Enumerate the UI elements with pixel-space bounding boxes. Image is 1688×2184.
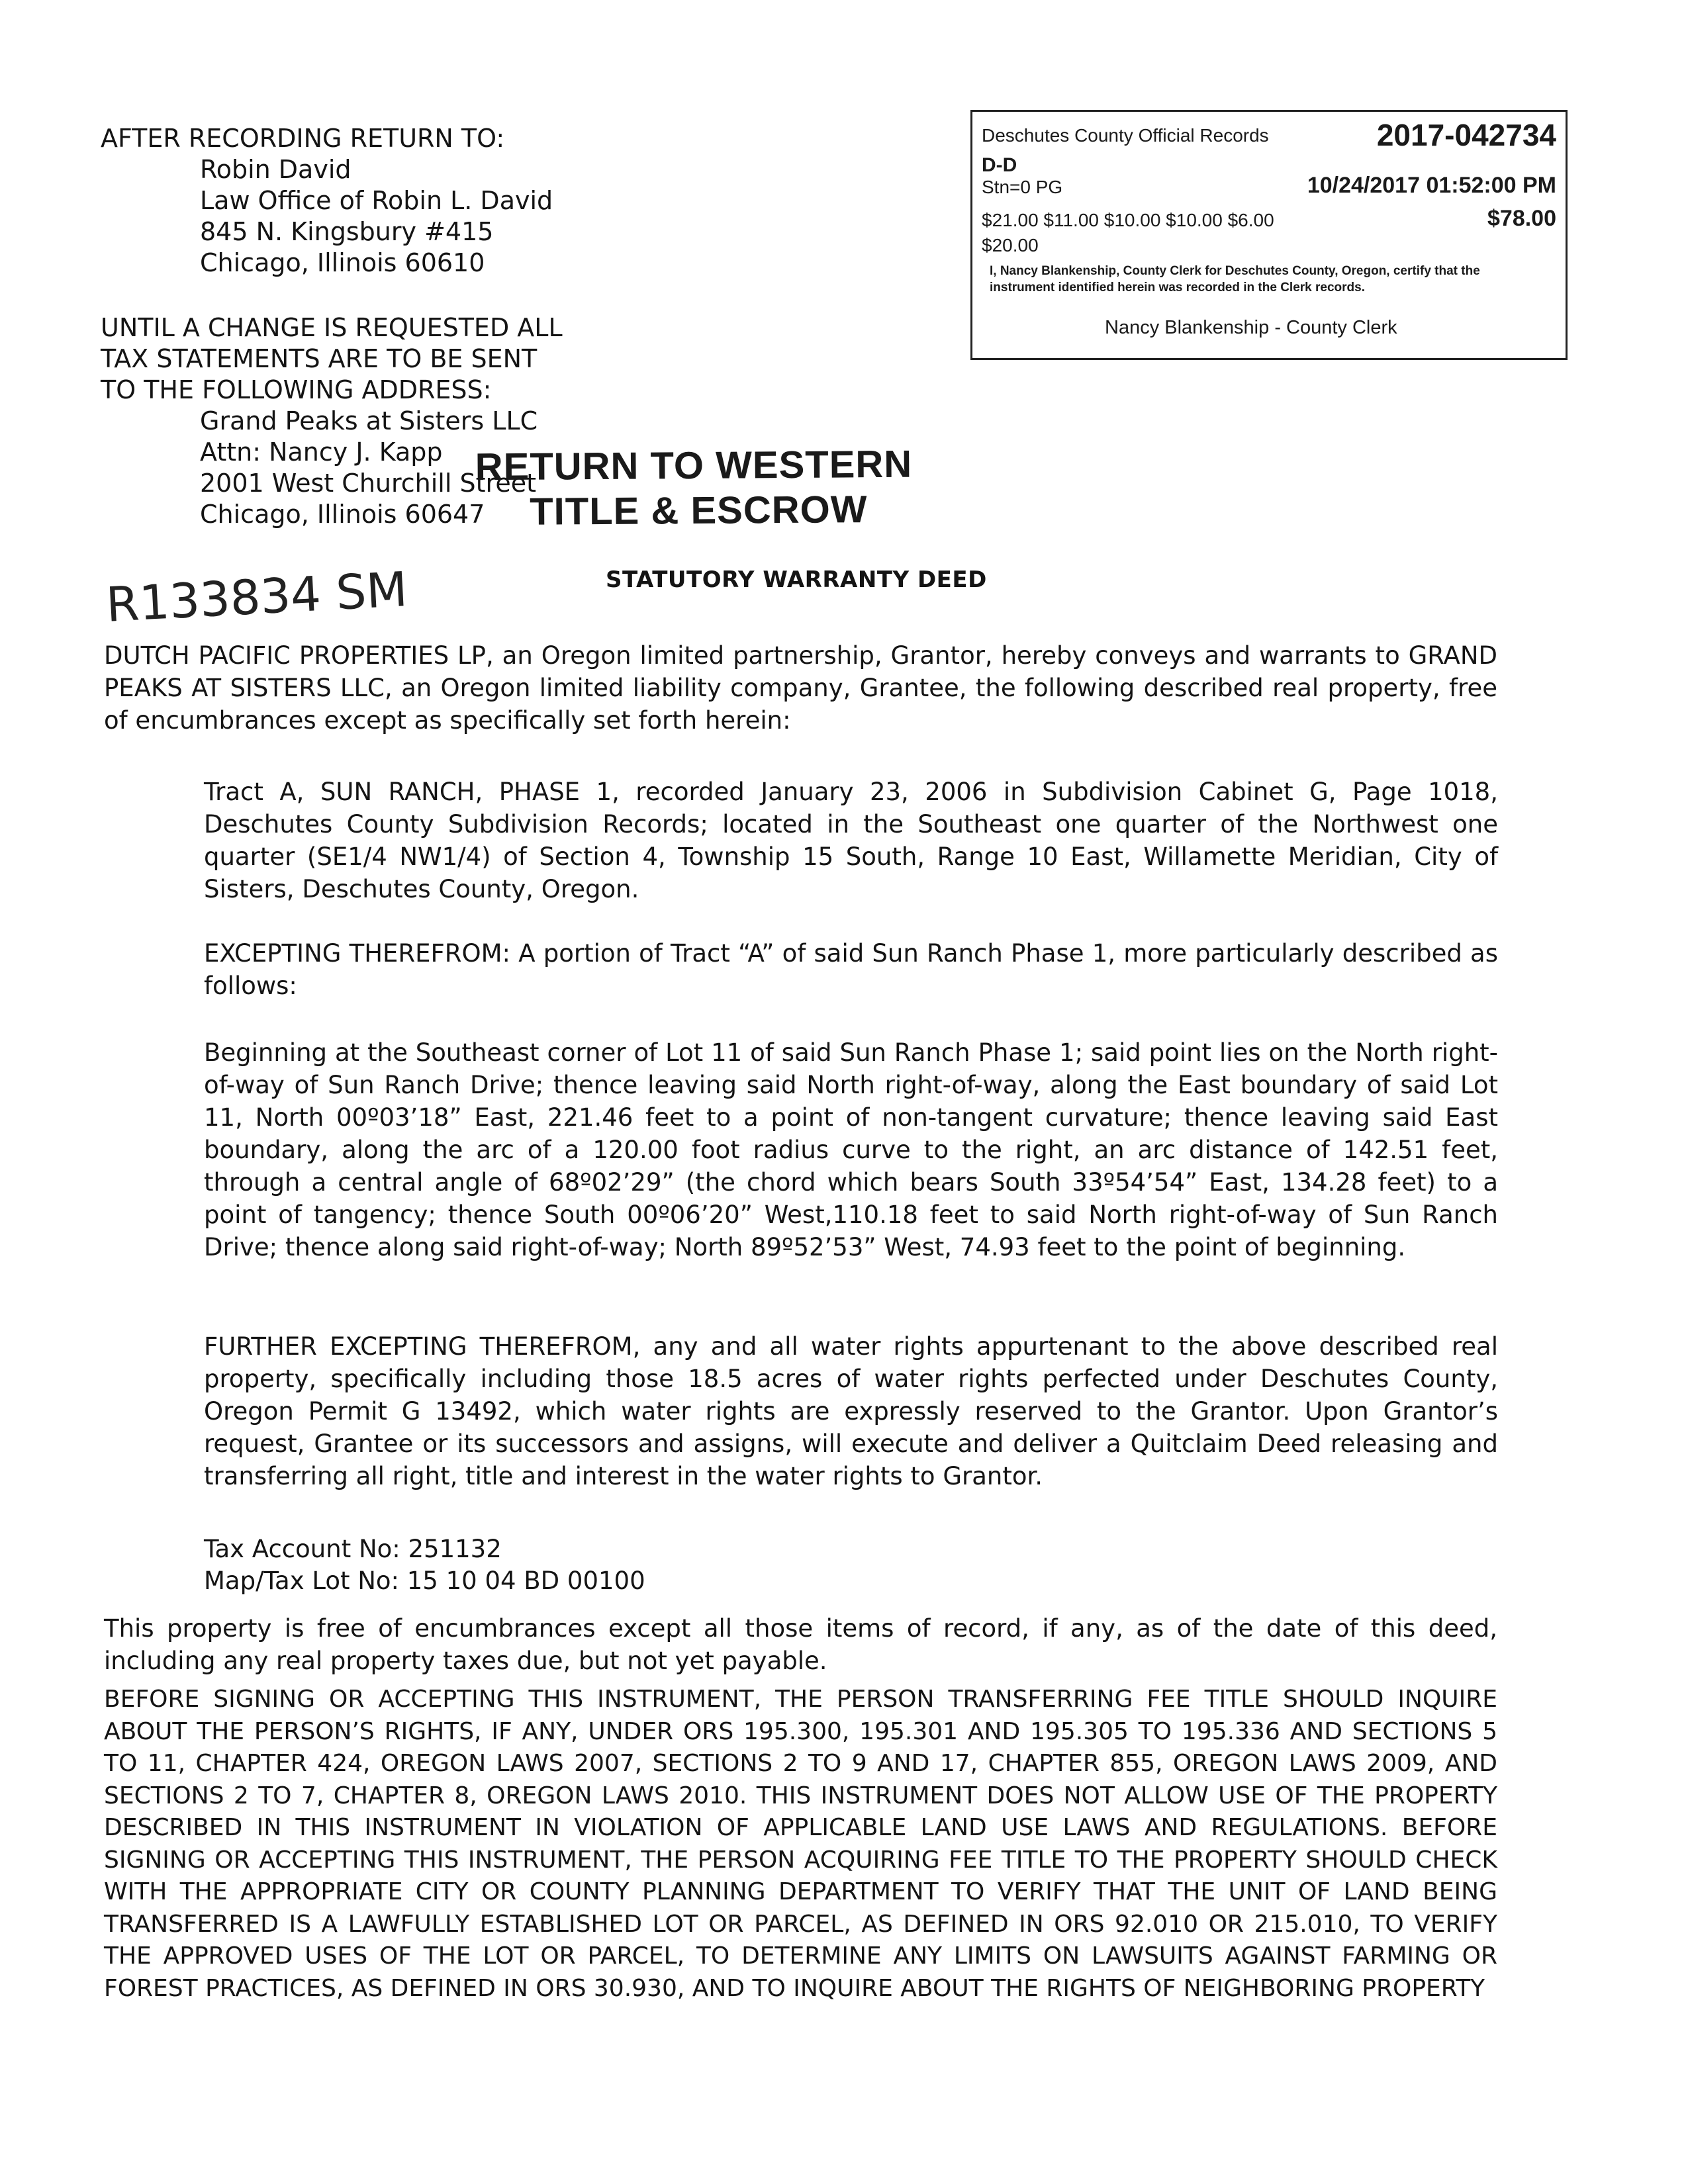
stamp-line-1: RETURN TO WESTERN: [475, 442, 913, 489]
tax-city: Chicago, Illinois 60647: [200, 500, 485, 529]
record-number: 2017-042734: [1376, 118, 1556, 152]
recording-office: Deschutes County Official Records: [982, 125, 1269, 146]
tax-heading-line-1: UNTIL A CHANGE IS REQUESTED ALL: [101, 313, 563, 342]
tract-description: Tract A, SUN RANCH, PHASE 1, recorded January 23, 2006 in Subdivision Cabinet G, Page 1018, Deschutes County Subdivision Records; located in the Southeast one quarter of the Northwest one quarter (SE1/4 NW1/4) of Section 4, Township 15 South, Range 10 East, Willamette Meridian, City of Sisters, Deschutes County, Oregon.: [204, 778, 1498, 903]
tax-heading-line-2: TAX STATEMENTS ARE TO BE SENT: [101, 344, 538, 373]
encumbrances-paragraph: This property is free of encumbrances except all those items of record, if any, as of the date of this deed, including any real property taxes due, but not yet payable.: [104, 1614, 1497, 1675]
return-name: Robin David: [200, 155, 352, 184]
statutory-notice: BEFORE SIGNING OR ACCEPTING THIS INSTRUMENT, THE PERSON TRANSFERRING FEE TITLE SHOULD INQUIRE ABOUT THE PERSON’S RIGHTS, IF ANY, UNDER ORS 195.300, 195.301 AND 195.305 TO 195.336 AND SECTIONS 5 TO 11, CHAPTER 424, OREGON LAWS 2007, SECTIONS 2 TO 9 AND 17, CHAPTER 855, OREGON LAWS 2009, AND SECTIONS 2 TO 7, CHAPTER 8, OREGON LAWS 2010. THIS INSTRUMENT DOES NOT ALLOW USE OF THE PROPERTY DESCRIBED IN THIS INSTRUMENT IN VIOLATION OF APPLICABLE LAND USE LAWS AND REGULATIONS. BEFORE SIGNING OR ACCEPTING THIS INSTRUMENT, THE PERSON ACQUIRING FEE TITLE TO THE PROPERTY SHOULD CHECK WITH THE APPROPRIATE CITY OR COUNTY PLANNING DEPARTMENT TO VERIFY THAT THE UNIT OF LAND BEING TRANSFERRED IS A LAWFULLY ESTABLISHED LOT OR PARCEL, AS DEFINED IN ORS 92.010 OR 215.010, TO VERIFY THE APPROVED USES OF THE LOT OR PARCEL, TO DETERMINE ANY LIMITS ON LAWSUITS AGAINST FARMING OR FOREST PRACTICES, AS DEFINED IN ORS 30.930, AND TO INQUIRE ABOUT THE RIGHTS OF NEIGHBORING PROPERTY: [104, 1686, 1497, 2002]
record-type: D-D: [982, 154, 1017, 176]
intro-paragraph: DUTCH PACIFIC PROPERTIES LP, an Oregon limited partnership, Grantor, hereby conveys and warrants to GRAND PEAKS AT SISTERS LLC, an Oregon limited liability company, Grantee, the following described real property, free of encumbrances except as specifically set forth herein:: [104, 641, 1497, 735]
return-street: 845 N. Kingsbury #415: [200, 217, 494, 246]
tax-company: Grand Peaks at Sisters LLC: [200, 406, 538, 435]
metes-and-bounds: Beginning at the Southeast corner of Lot 11 of said Sun Ranch Phase 1; said point lies on the North right-of-way of Sun Ranch Drive; thence leaving said North right-of-way, along the East boundary of said Lot 11, North 00º03’18” East, 221.46 feet to a point of non-tangent curvature; thence leaving said East boundary, along the arc of a 120.00 foot radius curve to the right, an arc distance of 142.51 feet, through a central angle of 68º02’29” (the chord which bears South 33º54’54” East, 134.28 feet) to a point of tangency; thence South 00º06’20” West,110.18 feet to said North right-of-way of Sun Ranch Drive; thence along said right-of-way; North 89º52’53” West, 74.93 feet to the point of beginning.: [204, 1038, 1498, 1261]
record-station: Stn=0 PG: [982, 177, 1063, 197]
handwritten-note: R133834 SM: [105, 561, 409, 633]
return-stamp: [475, 442, 913, 535]
recording-box: [970, 110, 1568, 360]
record-fee-extra: $20.00: [982, 235, 1039, 255]
record-datetime: 10/24/2017 01:52:00 PM: [1307, 173, 1556, 198]
tax-attn: Attn: Nancy J. Kapp: [200, 437, 443, 467]
return-heading: AFTER RECORDING RETURN TO:: [101, 124, 505, 153]
tax-heading-line-3: TO THE FOLLOWING ADDRESS:: [101, 375, 492, 404]
map-tax-lot: Map/Tax Lot No: 15 10 04 BD 00100: [204, 1567, 645, 1595]
document-title: STATUTORY WARRANTY DEED: [606, 567, 987, 593]
record-total: $78.00: [1487, 206, 1556, 231]
return-address-block: [101, 123, 553, 279]
tax-street: 2001 West Churchill Street: [200, 469, 536, 498]
clerk-name: Nancy Blankenship - County Clerk: [1105, 317, 1397, 338]
return-firm: Law Office of Robin L. David: [200, 186, 553, 215]
tax-account: Tax Account No: 251132: [204, 1535, 502, 1563]
record-fees: $21.00 $11.00 $10.00 $10.00 $6.00: [982, 210, 1274, 230]
return-city: Chicago, Illinois 60610: [200, 248, 485, 277]
water-rights-exception: FURTHER EXCEPTING THEREFROM, any and all water rights appurtenant to the above described real property, specifically including those 18.5 acres of water rights perfected under Deschutes County, Oregon Permit G 13492, which water rights are expressly reserved to the Grantor. Upon Grantor’s request, Grantee or its successors and assigns, will execute and deliver a Quitclaim Deed releasing and transferring all right, title and interest in the water rights to Grantor.: [204, 1332, 1498, 1490]
clerk-certification: I, Nancy Blankenship, County Clerk for Deschutes County, Oregon, certify that the instrument identified herein was recorded in the Clerk records.: [990, 264, 1480, 295]
stamp-line-2: TITLE & ESCROW: [530, 488, 868, 533]
excepting-paragraph: EXCEPTING THEREFROM: A portion of Tract “A” of said Sun Ranch Phase 1, more particularly described as follows:: [204, 939, 1498, 1000]
